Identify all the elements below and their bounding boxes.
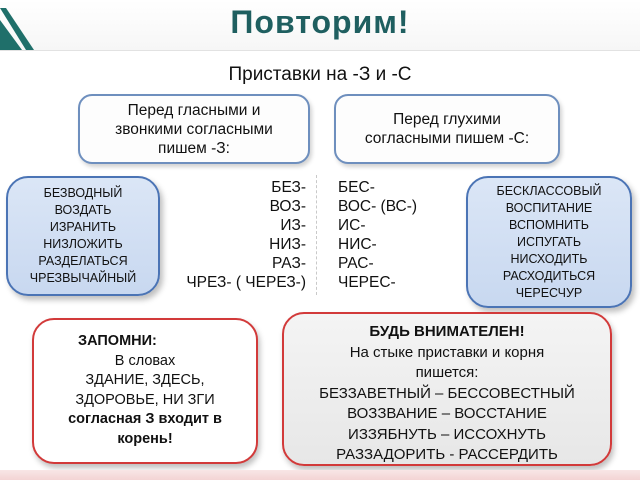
prefix-z: ВОЗ- xyxy=(269,198,306,215)
prefix-s: РАС- xyxy=(338,255,374,272)
examples-s-pill xyxy=(466,176,632,308)
example-word: ВОЗДАТЬ xyxy=(54,203,112,217)
prefix-z: РАЗ- xyxy=(272,255,306,272)
slide-title: Повторим! xyxy=(230,4,410,40)
example-word: ВСПОМНИТЬ xyxy=(509,217,589,232)
example-word: РАСХОДИТЬСЯ xyxy=(502,268,596,283)
prefixes-z-list xyxy=(186,178,306,292)
prefix-z: ИЗ- xyxy=(280,217,306,234)
remember-line: В словах xyxy=(114,352,176,369)
attention-box xyxy=(282,312,612,466)
rule-voiceless-line: согласными пишем -С: xyxy=(364,130,530,147)
remember-line: ЗДАНИЕ, ЗДЕСЬ, xyxy=(85,372,205,388)
prefix-s: НИС- xyxy=(338,236,377,253)
prefix-z: НИЗ- xyxy=(269,236,306,253)
prefix-s: БЕС- xyxy=(338,179,375,196)
rule-voiced-line: Перед гласными и xyxy=(127,101,261,119)
attention-example: РАЗЗАДОРИТЬ - РАССЕРДИТЬ xyxy=(336,446,558,463)
attention-example: ИЗЗЯБНУТЬ – ИССОХНУТЬ xyxy=(348,425,546,443)
prefix-z: БЕЗ- xyxy=(271,179,306,196)
rule-voiceless-line: Перед глухими xyxy=(393,111,501,128)
example-word: РАЗДЕЛАТЬСЯ xyxy=(38,254,128,268)
rule-voiced-line: пишем -З: xyxy=(158,139,230,157)
attention-line: На стыке приставки и корня xyxy=(349,343,545,361)
column-divider xyxy=(316,175,317,295)
title-bar xyxy=(0,0,640,51)
remember-line: согласная З входит в xyxy=(68,411,222,427)
bottom-bar xyxy=(0,470,640,480)
prefix-s: ВОС- (ВС-) xyxy=(338,198,418,215)
example-word: БЕЗВОДНЫЙ xyxy=(43,186,123,200)
example-word: ЧРЕЗВЫЧАЙНЫЙ xyxy=(29,271,137,285)
prefix-z: ЧРЕЗ- ( ЧЕРЕЗ-) xyxy=(186,274,306,291)
example-word: ИЗРАНИТЬ xyxy=(49,220,117,234)
remember-line: ЗДОРОВЬЕ, НИ ЗГИ xyxy=(75,391,215,408)
remember-line: корень! xyxy=(117,430,173,447)
prefix-s: ЧЕРЕС- xyxy=(338,274,396,291)
prefix-s: ИС- xyxy=(338,217,366,234)
attention-heading: БУДЬ ВНИМАТЕЛЕН! xyxy=(369,323,525,340)
example-word: ИСПУГАТЬ xyxy=(516,234,582,249)
examples-z-pill xyxy=(6,176,160,296)
example-word: ВОСПИТАНИЕ xyxy=(505,200,593,215)
attention-example: ВОЗЗВАНИЕ – ВОССТАНИЕ xyxy=(347,405,547,422)
attention-example: БЕЗЗАВЕТНЫЙ – БЕССОВЕСТНЫЙ xyxy=(319,384,575,402)
example-word: ЧЕРЕСЧУР xyxy=(515,285,583,300)
rule-voiced-box xyxy=(78,94,310,164)
remember-heading: ЗАПОМНИ: xyxy=(78,333,157,349)
example-word: БЕСКЛАССОВЫЙ xyxy=(496,183,602,198)
prefixes-s-list xyxy=(338,178,417,292)
slide-subtitle: Приставки на -З и -С xyxy=(228,64,412,85)
example-word: НИСХОДИТЬ xyxy=(510,251,588,266)
attention-line: пишется: xyxy=(415,364,479,381)
rule-voiceless-box xyxy=(334,94,560,164)
rule-voiced-line: звонкими согласными xyxy=(115,120,273,138)
remember-box xyxy=(32,318,258,464)
example-word: НИЗЛОЖИТЬ xyxy=(43,237,123,251)
